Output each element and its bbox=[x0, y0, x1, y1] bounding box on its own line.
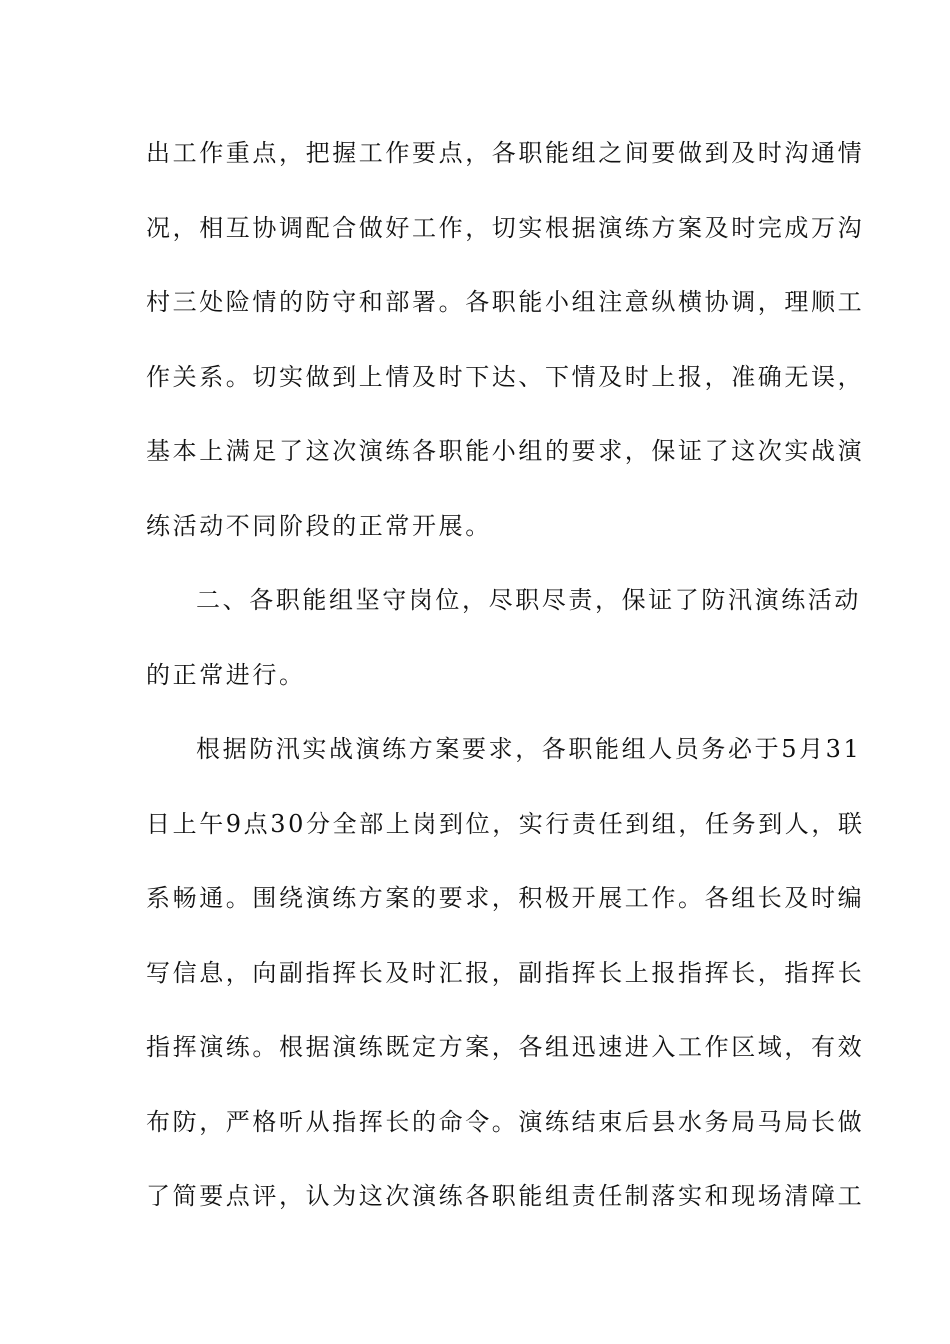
paragraph-1-line-2: 况，相互协调配合做好工作，切实根据演练方案及时完成万沟 bbox=[146, 213, 865, 242]
paragraph-2-line-5: 指挥演练。根据演练既定方案，各组迅速进入工作区域，有效 bbox=[146, 1033, 865, 1061]
paragraph-2-line-4: 写信息，向副指挥长及时汇报，副指挥长上报指挥长，指挥长 bbox=[146, 958, 865, 987]
document-body bbox=[146, 127, 865, 1245]
paragraph-2-line-6: 布防，严格听从指挥长的命令。演练结束后县水务局马局长做 bbox=[146, 1107, 865, 1136]
section-heading-line-1: 二、各职能组坚守岗位，尽职尽责，保证了防汛演练活动 bbox=[196, 586, 861, 614]
paragraph-1-line-3: 村三处险情的防守和部署。各职能小组注意纵横协调，理顺工 bbox=[146, 288, 865, 316]
paragraph-2-line-3: 系畅通。围绕演练方案的要求，积极开展工作。各组长及时编 bbox=[146, 884, 865, 912]
section-heading-line-2: 的正常进行。 bbox=[146, 660, 306, 689]
paragraph-2-line-1: 根据防汛实战演练方案要求，各职能组人员务必于5月31 bbox=[196, 735, 862, 763]
paragraph-1-line-1: 出工作重点，把握工作要点，各职能组之间要做到及时沟通情 bbox=[146, 139, 865, 167]
paragraph-2-line-2: 日上午9点30分全部上岗到位，实行责任到组，任务到人，联 bbox=[146, 809, 865, 838]
paragraph-1-line-4: 作关系。切实做到上情及时下达、下情及时上报，准确无误， bbox=[146, 362, 865, 391]
paragraph-1-line-6: 练活动不同阶段的正常开展。 bbox=[146, 511, 492, 540]
paragraph-1-line-5: 基本上满足了这次演练各职能小组的要求，保证了这次实战演 bbox=[146, 437, 865, 465]
paragraph-2-line-7: 了简要点评，认为这次演练各职能组责任制落实和现场清障工 bbox=[146, 1182, 865, 1210]
